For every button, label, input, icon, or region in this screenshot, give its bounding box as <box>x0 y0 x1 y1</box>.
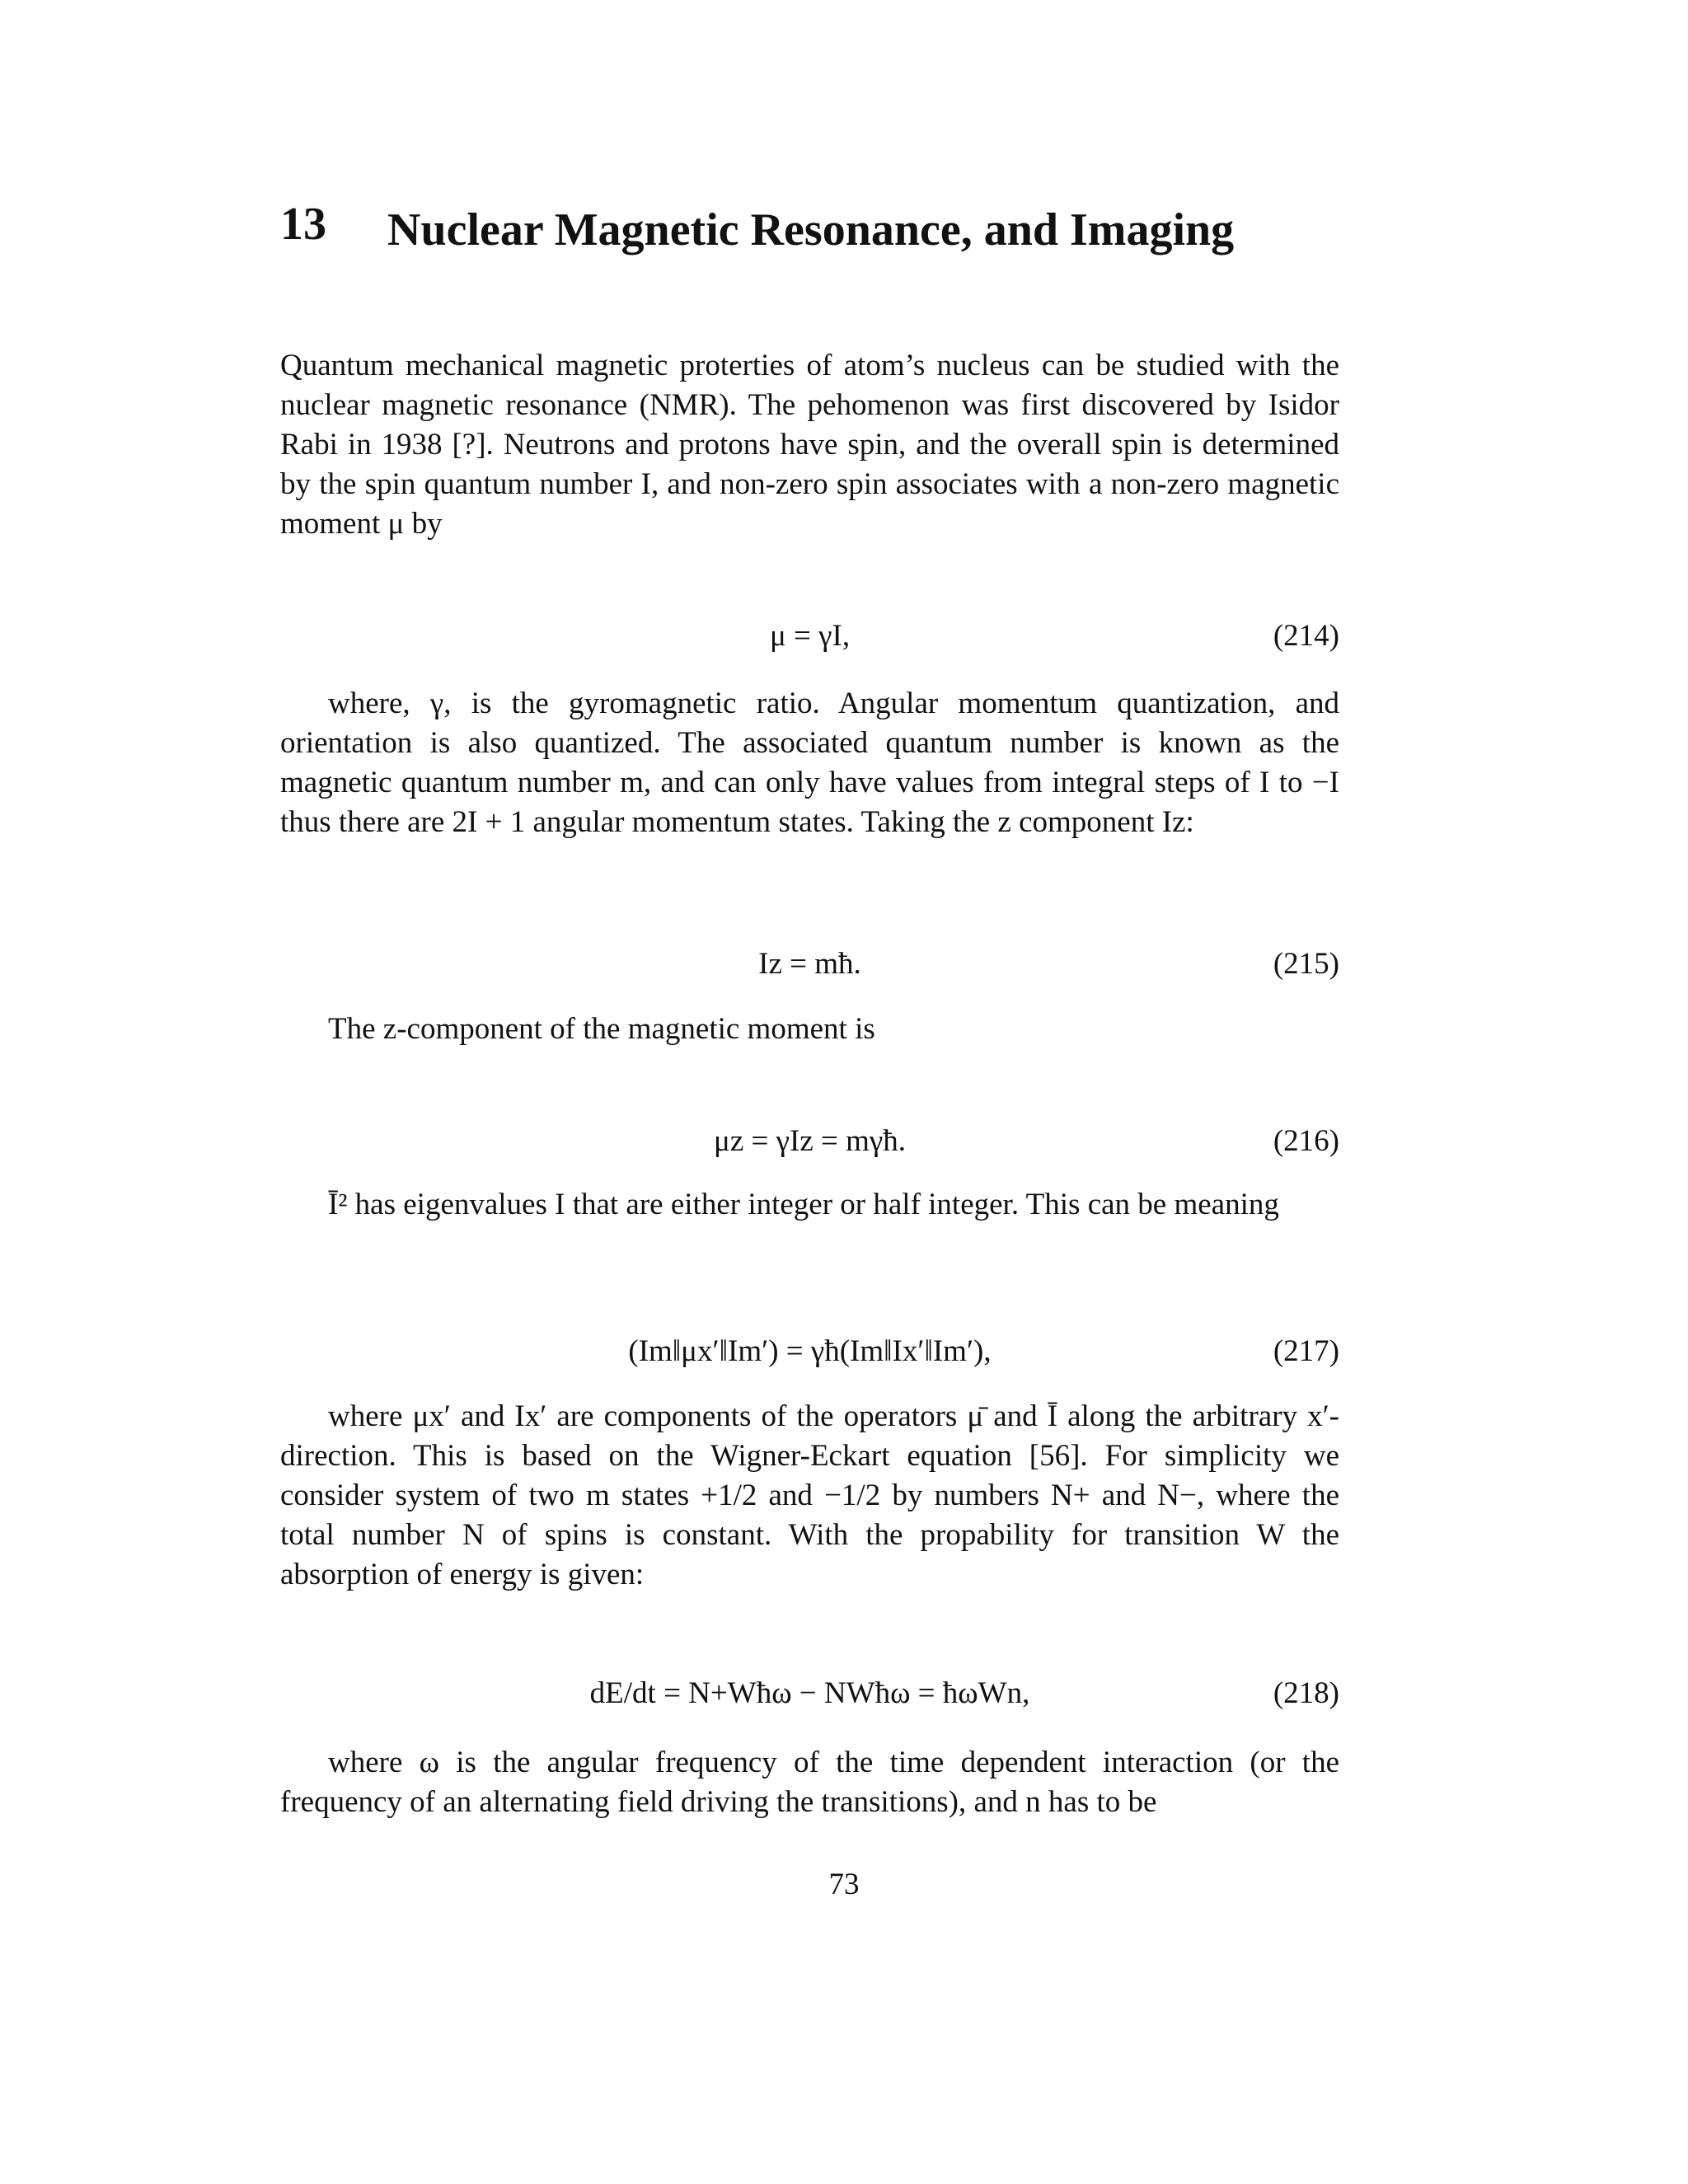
paragraph-text: The z-component of the magnetic moment is <box>328 1012 875 1046</box>
paragraph-2 <box>280 684 1339 842</box>
equation-214 <box>280 612 1339 661</box>
paragraph-text: where, γ, is the gyromagnetic ratio. Angular momentum quantization, and orientation is also quantized. The associated quantum number is known as the magnetic quantum number m, and can only have values from integral steps of I to −I thus there are 2I + 1 angular momentum states. Taking the z component Iz: <box>280 687 1339 839</box>
paragraph-4 <box>280 1185 1339 1225</box>
equation-218 <box>280 1669 1339 1718</box>
equation-body: μ = γI, <box>769 619 851 653</box>
paragraph-3 <box>280 1010 1339 1049</box>
equation-body: dE/dt = N+Wħω − NWħω = ħωWn, <box>589 1676 1030 1710</box>
equation-tag: (216) <box>1273 1124 1339 1158</box>
equation-tag: (218) <box>1273 1676 1339 1710</box>
paragraph-5 <box>280 1397 1339 1595</box>
page-number: 73 <box>828 1868 860 1901</box>
equation-body: μz = γIz = mγħ. <box>714 1124 906 1158</box>
equation-215 <box>280 940 1339 989</box>
paragraph-text: Ī² has eigenvalues I that are either integer or half integer. This can be meaning <box>328 1188 1279 1221</box>
equation-217 <box>280 1327 1339 1376</box>
paragraph-1 <box>280 346 1339 544</box>
paragraph-text: Quantum mechanical magnetic proterties of atom’s nucleus can be studied with the nuclear magnetic resonance (NMR). The pehomenon was first discovered by Isidor Rabi in 1938 [?]. Neutrons and protons have spin, and the overall spin is determined by the spin quantum number I, and non-zero spin associates with a non-zero magnetic moment μ by <box>280 349 1339 541</box>
paragraph-text: where ω is the angular frequency of the time dependent interaction (or the frequency of an alternating field driving the transitions), and n has to be <box>280 1746 1339 1819</box>
equation-body: (Im‖μx′‖Im′) = γħ(Im‖Ix′‖Im′), <box>628 1334 992 1368</box>
paragraph-6 <box>280 1743 1339 1822</box>
equation-tag: (214) <box>1273 619 1339 653</box>
paragraph-text: where μx′ and Ix′ are components of the operators μ̄ and Ī along the arbitrary x′-direction. This is based on the Wigner-Eckart equation [56]. For simplicity we consider system of two m states +1/2 and −1/2 by numbers N+ and N−, where the total number N of spins is constant. With the propability for transition W the absorption of energy is given: <box>280 1399 1339 1591</box>
section-title: Nuclear Magnetic Resonance, and Imaging <box>387 204 1235 255</box>
equation-body: Iz = mħ. <box>758 947 861 981</box>
equation-tag: (215) <box>1273 947 1339 981</box>
equation-tag: (217) <box>1273 1334 1339 1368</box>
section-number: 13 <box>280 199 326 250</box>
equation-216 <box>280 1117 1339 1166</box>
